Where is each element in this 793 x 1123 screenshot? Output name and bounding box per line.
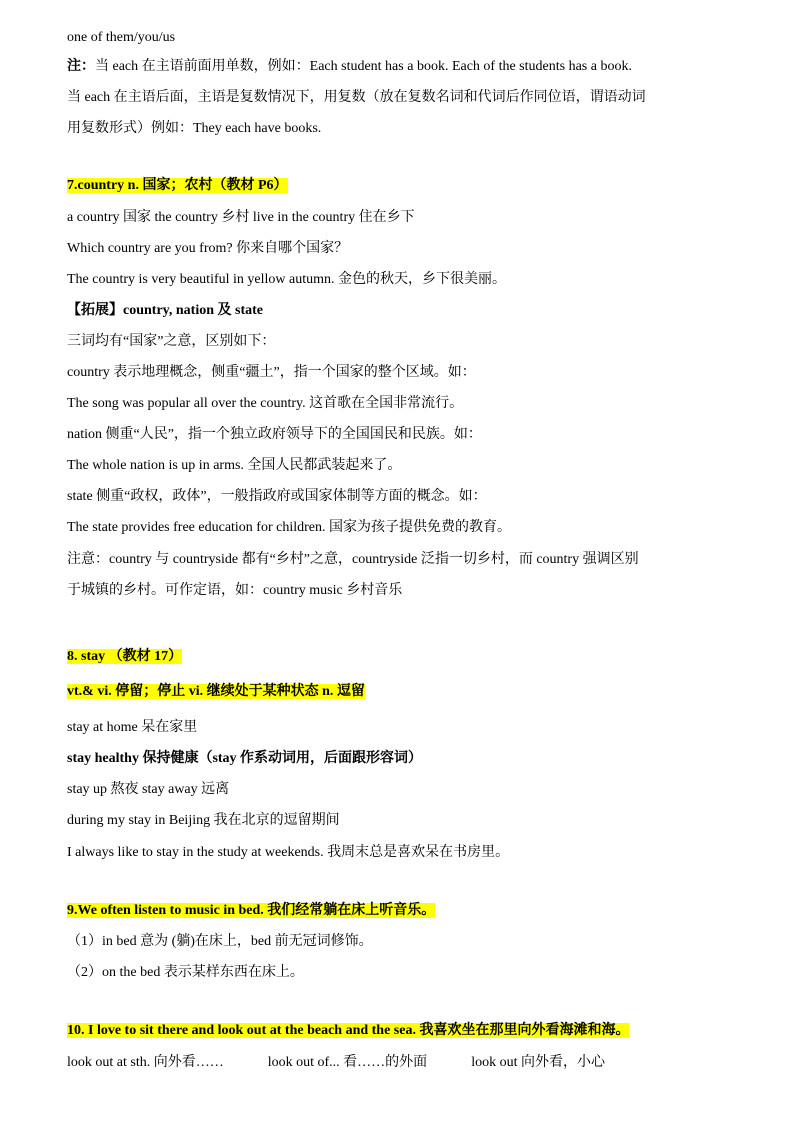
s7-heading: 7.country n. 国家；农村（教材 P6） — [67, 178, 288, 193]
s9-line-1: （1）in bed 意为 (躺)在床上，bed 前无冠词修饰。 — [67, 934, 373, 949]
s8-definitions — [67, 683, 365, 701]
s8-line-3: stay up 熬夜 stay away 远离 — [67, 782, 230, 797]
s8-def-1: vt.& vi. 停留；停止 — [67, 684, 186, 699]
s7-line-10: The state provides free education for children. 国家为孩子提供免费的教育。 — [67, 520, 512, 535]
s7-line-5: country 表示地理概念，侧重“疆土”，指一个国家的整个区域。如： — [67, 365, 476, 380]
s7-line-11: 注意：country 与 countryside 都有“乡村”之意，countryside 泛指一切乡村，而 country 强调区别 — [67, 552, 639, 567]
s7-line-6: The song was popular all over the country. 这首歌在全国非常流行。 — [67, 396, 464, 411]
s10-heading: 10. I love to sit there and look out at the beach and the sea. 我喜欢坐在那里向外看海滩和海。 — [67, 1023, 630, 1038]
s9-heading: 9.We often listen to music in bed. 我们经常躺在床上听音乐。 — [67, 903, 436, 918]
s10-phrase-2: look out of... 看……的外面 — [267, 1055, 428, 1070]
s6-note-line — [67, 58, 632, 76]
s10-heading-line — [67, 1022, 629, 1040]
s8-def-2: vi. 继续处于某种状态 — [188, 684, 319, 699]
s10-phrases — [67, 1054, 605, 1072]
s7-line-2: Which country are you from? 你来自哪个国家？ — [67, 241, 349, 256]
s8-line-4: during my stay in Beijing 我在北京的逗留期间 — [67, 813, 340, 828]
s7-extension-heading: 【拓展】country, nation 及 state — [67, 303, 263, 318]
s7-line-8: The whole nation is up in arms. 全国人民都武装起来了。 — [67, 458, 402, 473]
s7-line-1: a country 国家 the country 乡村 live in the country 住在乡下 — [67, 210, 415, 225]
s10-phrase-1: look out at sth. 向外看…… — [67, 1055, 224, 1070]
s6-line-2: 当 each 在主语前面用单数，例如：Each student has a book. Each of the students has a book. — [95, 59, 632, 74]
s9-line-2: （2）on the bed 表示某样东西在床上。 — [67, 965, 304, 980]
s7-line-9: state 侧重“政权，政体”，一般指政府或国家体制等方面的概念。如： — [67, 489, 487, 504]
s9-heading-line — [67, 902, 435, 920]
s6-line-4: 用复数形式）例如：They each have books. — [67, 121, 322, 136]
s8-heading-line — [67, 648, 182, 666]
note-label: 注： — [67, 59, 95, 74]
s6-line-1: one of them/you/us — [67, 30, 176, 45]
s6-line-3: 当 each 在主语后面，主语是复数情况下，用复数（放在复数名词和代词后作同位语，谓语动词 — [67, 90, 646, 105]
s8-line-1: stay at home 呆在家里 — [67, 720, 198, 735]
s8-heading: 8. stay （教材 17） — [67, 649, 183, 664]
s8-line-2: stay healthy 保持健康（stay 作系动词用，后面跟形容词） — [67, 751, 423, 766]
s7-heading-line — [67, 177, 288, 195]
s8-def-3: n. 逗留 — [322, 684, 365, 699]
s7-line-12: 于城镇的乡村。可作定语，如：country music 乡村音乐 — [67, 583, 403, 598]
s7-line-7: nation 侧重“人民”，指一个独立政府领导下的全国国民和民族。如： — [67, 427, 482, 442]
s10-phrase-3: look out 向外看，小心 — [471, 1055, 605, 1070]
s7-line-3: The country is very beautiful in yellow autumn. 金色的秋天，乡下很美丽。 — [67, 272, 506, 287]
s7-line-4: 三词均有“国家”之意，区别如下： — [67, 334, 276, 349]
s8-line-5: I always like to stay in the study at weekends. 我周末总是喜欢呆在书房里。 — [67, 845, 510, 860]
